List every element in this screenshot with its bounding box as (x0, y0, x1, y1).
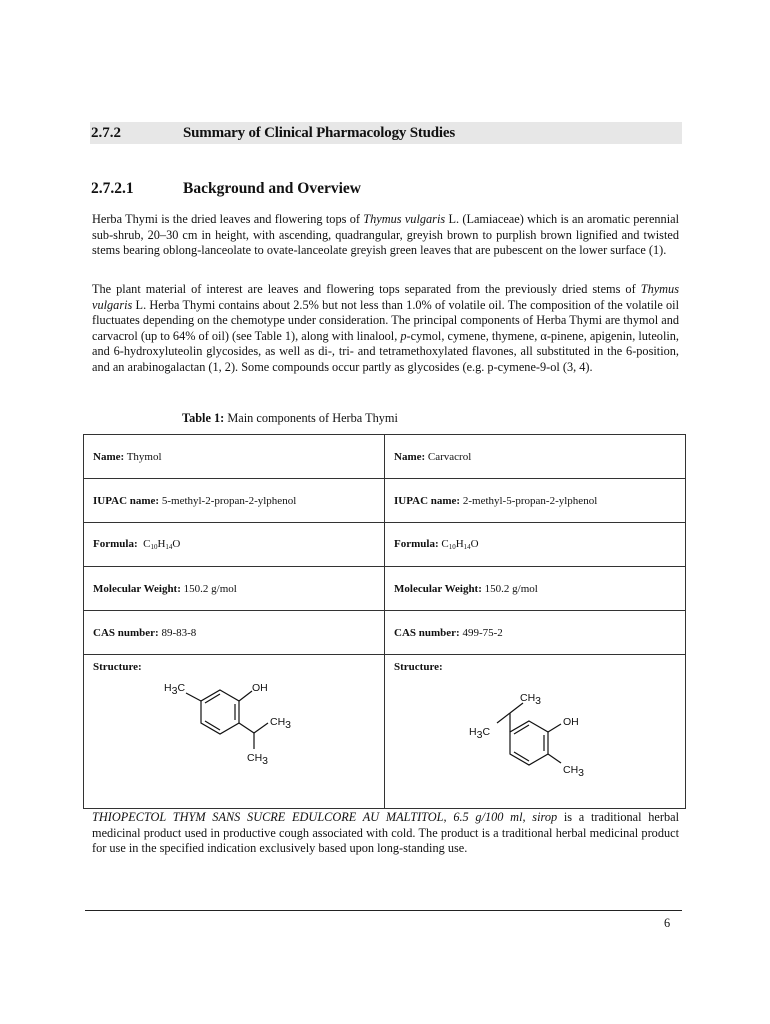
table-row (84, 655, 686, 809)
paragraph-composition: The plant material of interest are leaves and flowering tops separated from the previously dried stems of Thymus vulgaris L. Herba Thymi contains about 2.5% but not less than 1.0% of volatile oil. The composition of the volatile oil fluctuates depending on the chemotype under consideration. The principal components of Herba Thymi are thymol and carvacrol (up to 64% of oil) (see Table 1), along with linalool, p-cymol, cymene, thymene, α-pinene, apigenin, luteolin, and 6-hydroxyluteolin glycosides, as well as di-, tri- and tetramethoxylated flavones, all substituted in the 6-position, and an arabinogalactan (1, 2). Some compounds occur partly as glycosides (e.g. p-cymene-9-ol (3, 4). (92, 282, 679, 374)
benzene-ring (186, 690, 268, 749)
carvacrol-structure-cell: Structure: CH3 OH H3C CH3 (385, 655, 686, 809)
thymol-cas-cell: CAS number: 89-83-8 (84, 611, 385, 655)
svg-text:CH3: CH3 (520, 692, 542, 707)
subsection-number: 2.7.2.1 (91, 180, 134, 197)
components-table (83, 434, 686, 809)
thymol-mw-cell: Molecular Weight: 150.2 g/mol (84, 567, 385, 611)
thymol-name-cell: Name: Thymol (84, 435, 385, 479)
thymol-structure-diagram (164, 677, 324, 777)
svg-text:H3C: H3C (164, 682, 186, 697)
svg-text:OH: OH (252, 682, 268, 694)
table-row (84, 523, 686, 567)
thymol-iupac-cell: IUPAC name: 5-methyl-2-propan-2-ylphenol (84, 479, 385, 523)
paragraph-description: Herba Thymi is the dried leaves and flowering tops of Thymus vulgaris L. (Lamiaceae) which is an aromatic perennial sub-shrub, 20–30 cm in height, with ascending, quadrangular, greyish brown to purplish brown lignified and twisted stems bearing oblong-lanceolate to ovate-lanceolate greyish green leaves that are pubescent on the lower surface (1). (92, 212, 679, 258)
carvacrol-cas-cell: CAS number: 499-75-2 (385, 611, 686, 655)
table-row (84, 435, 686, 479)
table-row (84, 567, 686, 611)
section-heading (90, 122, 682, 144)
paragraph-product: THIOPECTOL THYM SANS SUCRE EDULCORE AU MALTITOL, 6.5 g/100 ml, sirop is a traditional herbal medicinal product used in productive cough associated with cold. The product is a traditional herbal medicinal product for use in the specified indication exclusively based upon long-standing use. (92, 810, 679, 856)
carvacrol-structure-diagram (449, 677, 619, 787)
carvacrol-formula-cell: Formula: $C_{10}H_{14}O$ (385, 523, 686, 567)
svg-text:OH: OH (563, 716, 579, 728)
subsection-title: Background and Overview (183, 180, 361, 197)
svg-text:CH3: CH3 (563, 764, 585, 779)
carvacrol-iupac-cell: IUPAC name: 2-methyl-5-propan-2-ylphenol (385, 479, 686, 523)
thymol-structure-cell: Structure: H3C OH CH3 CH3 (84, 655, 385, 809)
carvacrol-mw-cell: Molecular Weight: 150.2 g/mol (385, 567, 686, 611)
carvacrol-name-cell: Name: Carvacrol (385, 435, 686, 479)
section-title: Summary of Clinical Pharmacology Studies (183, 125, 455, 141)
thymol-formula-cell: Formula: $C_{10}H_{14}O$ (84, 523, 385, 567)
section-number: 2.7.2 (91, 125, 121, 141)
svg-text:CH3: CH3 (270, 716, 292, 731)
svg-text:H3C: H3C (469, 726, 491, 741)
benzene-ring (497, 703, 561, 765)
footer-divider (85, 910, 682, 911)
svg-text:CH3: CH3 (247, 752, 269, 767)
page-number: 6 (664, 916, 671, 930)
table-caption: Table 1: Main components of Herba Thymi (182, 411, 398, 425)
table-row (84, 611, 686, 655)
table-row (84, 479, 686, 523)
